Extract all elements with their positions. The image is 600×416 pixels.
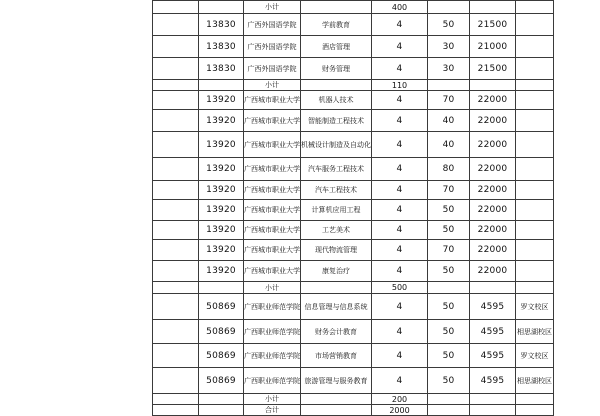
tuition-fee[interactable]: 22000 (470, 110, 516, 132)
cell[interactable] (153, 261, 199, 282)
cell[interactable] (153, 282, 199, 294)
cell[interactable] (153, 36, 199, 58)
school-code[interactable]: 13920 (199, 110, 244, 132)
campus-name[interactable] (516, 221, 554, 240)
tuition-fee[interactable]: 21500 (470, 58, 516, 80)
subtotal-value[interactable]: 500 (372, 282, 428, 294)
cell[interactable] (428, 80, 470, 91)
cell[interactable] (199, 394, 244, 405)
cell[interactable] (301, 394, 372, 405)
cell[interactable] (199, 1, 244, 14)
plan-count[interactable]: 30 (428, 36, 470, 58)
cell[interactable] (153, 344, 199, 368)
cell[interactable] (153, 368, 199, 394)
school-code[interactable]: 13830 (199, 58, 244, 80)
cell[interactable] (199, 282, 244, 294)
campus-name[interactable]: 相思湖校区 (516, 368, 554, 394)
cell[interactable] (301, 1, 372, 14)
cell[interactable] (516, 405, 554, 416)
cell[interactable] (470, 282, 516, 294)
campus-name[interactable] (516, 261, 554, 282)
cell[interactable] (301, 405, 372, 416)
school-code[interactable]: 13920 (199, 261, 244, 282)
cell[interactable] (153, 294, 199, 320)
cell[interactable] (153, 200, 199, 221)
school-code[interactable]: 13830 (199, 14, 244, 36)
subtotal-value[interactable]: 110 (372, 80, 428, 91)
school-name[interactable]: 广西城市职业大学 (244, 91, 301, 110)
cell[interactable] (516, 80, 554, 91)
plan-count[interactable]: 50 (428, 261, 470, 282)
study-years[interactable]: 4 (372, 221, 428, 240)
cell[interactable] (428, 282, 470, 294)
subtotal-row (153, 80, 554, 91)
study-years[interactable]: 4 (372, 132, 428, 158)
cell[interactable] (153, 181, 199, 200)
plan-count[interactable]: 40 (428, 110, 470, 132)
total-label[interactable]: 合计 (244, 405, 301, 416)
table-row (153, 58, 554, 80)
subtotal-label[interactable]: 小计 (244, 282, 301, 294)
campus-name[interactable] (516, 110, 554, 132)
table-row (153, 368, 554, 394)
tuition-fee[interactable]: 22000 (470, 261, 516, 282)
subtotal-label[interactable]: 小计 (244, 394, 301, 405)
school-code[interactable]: 13920 (199, 132, 244, 158)
plan-count[interactable]: 50 (428, 344, 470, 368)
subtotal-row (153, 394, 554, 405)
school-name[interactable]: 广西城市职业大学 (244, 132, 301, 158)
cell[interactable] (516, 394, 554, 405)
subtotal-value[interactable]: 400 (372, 1, 428, 14)
major-name[interactable]: 机器人技术 (301, 91, 372, 110)
campus-name[interactable]: 相思湖校区 (516, 320, 554, 344)
cell[interactable] (153, 110, 199, 132)
cell[interactable] (153, 132, 199, 158)
campus-name[interactable]: 罗文校区 (516, 344, 554, 368)
school-code[interactable]: 50869 (199, 368, 244, 394)
school-code[interactable]: 50869 (199, 320, 244, 344)
study-years[interactable]: 4 (372, 110, 428, 132)
cell[interactable] (153, 221, 199, 240)
cell[interactable] (153, 91, 199, 110)
tuition-fee[interactable]: 22000 (470, 240, 516, 261)
cell[interactable] (470, 80, 516, 91)
tuition-fee[interactable]: 22000 (470, 91, 516, 110)
tuition-fee[interactable]: 22000 (470, 132, 516, 158)
cell[interactable] (153, 58, 199, 80)
school-code[interactable]: 13920 (199, 200, 244, 221)
school-name[interactable]: 广西城市职业大学 (244, 181, 301, 200)
tuition-fee[interactable]: 21000 (470, 36, 516, 58)
plan-count[interactable]: 70 (428, 240, 470, 261)
cell[interactable] (428, 1, 470, 14)
subtotal-label[interactable]: 小计 (244, 80, 301, 91)
plan-count[interactable]: 30 (428, 58, 470, 80)
campus-name[interactable] (516, 240, 554, 261)
major-name[interactable]: 财务会计教育 (301, 320, 372, 344)
major-name[interactable]: 现代物流管理 (301, 240, 372, 261)
subtotal-row (153, 282, 554, 294)
table-row (153, 110, 554, 132)
campus-name[interactable] (516, 91, 554, 110)
major-name[interactable]: 计算机应用工程 (301, 200, 372, 221)
cell[interactable] (199, 405, 244, 416)
tuition-fee[interactable]: 4595 (470, 368, 516, 394)
subtotal-value[interactable]: 200 (372, 394, 428, 405)
plan-count[interactable]: 40 (428, 132, 470, 158)
plan-count[interactable]: 80 (428, 158, 470, 181)
cell[interactable] (516, 282, 554, 294)
school-code[interactable]: 13920 (199, 91, 244, 110)
major-name[interactable]: 机械设计制造及自动化 (301, 132, 372, 158)
campus-name[interactable] (516, 132, 554, 158)
plan-count[interactable]: 50 (428, 200, 470, 221)
plan-count[interactable]: 50 (428, 221, 470, 240)
table-row (153, 132, 554, 158)
school-name[interactable]: 广西外国语学院 (244, 58, 301, 80)
tuition-fee[interactable]: 4595 (470, 294, 516, 320)
tuition-fee[interactable]: 21500 (470, 14, 516, 36)
total-row (153, 405, 554, 416)
study-years[interactable]: 4 (372, 181, 428, 200)
study-years[interactable]: 4 (372, 91, 428, 110)
study-years[interactable]: 4 (372, 36, 428, 58)
campus-name[interactable] (516, 14, 554, 36)
plan-count[interactable]: 50 (428, 294, 470, 320)
cell[interactable] (470, 405, 516, 416)
subtotal-row (153, 1, 554, 14)
cell[interactable] (153, 158, 199, 181)
table-row (153, 294, 554, 320)
school-name[interactable]: 广西外国语学院 (244, 14, 301, 36)
table-row (153, 240, 554, 261)
major-name[interactable]: 智能制造工程技术 (301, 110, 372, 132)
cell[interactable] (516, 1, 554, 14)
major-name[interactable]: 汽车工程技术 (301, 181, 372, 200)
campus-name[interactable]: 罗文校区 (516, 294, 554, 320)
school-code[interactable]: 13830 (199, 36, 244, 58)
school-name[interactable]: 广西城市职业大学 (244, 200, 301, 221)
plan-count[interactable]: 70 (428, 181, 470, 200)
plan-count[interactable]: 50 (428, 320, 470, 344)
table-row (153, 181, 554, 200)
tuition-fee[interactable]: 22000 (470, 221, 516, 240)
table-row (153, 36, 554, 58)
school-name[interactable]: 广西职业师范学院 (244, 368, 301, 394)
cell[interactable] (428, 405, 470, 416)
table-row (153, 158, 554, 181)
campus-name[interactable] (516, 58, 554, 80)
school-name[interactable]: 广西城市职业大学 (244, 110, 301, 132)
study-years[interactable]: 4 (372, 14, 428, 36)
cell[interactable] (153, 240, 199, 261)
cell[interactable] (153, 405, 199, 416)
cell[interactable] (301, 80, 372, 91)
study-years[interactable]: 4 (372, 320, 428, 344)
tuition-fee[interactable]: 22000 (470, 200, 516, 221)
tuition-fee[interactable]: 22000 (470, 181, 516, 200)
table-row (153, 200, 554, 221)
plan-count[interactable]: 50 (428, 14, 470, 36)
school-code[interactable]: 50869 (199, 294, 244, 320)
cell[interactable] (153, 1, 199, 14)
school-code[interactable]: 13920 (199, 181, 244, 200)
study-years[interactable]: 4 (372, 240, 428, 261)
school-name[interactable]: 广西城市职业大学 (244, 158, 301, 181)
cell[interactable] (153, 80, 199, 91)
school-name[interactable]: 广西城市职业大学 (244, 240, 301, 261)
study-years[interactable]: 4 (372, 58, 428, 80)
cell[interactable] (470, 1, 516, 14)
tuition-fee[interactable]: 4595 (470, 320, 516, 344)
table-row (153, 261, 554, 282)
study-years[interactable]: 4 (372, 294, 428, 320)
cell[interactable] (153, 320, 199, 344)
enrollment-table (152, 0, 554, 416)
major-name[interactable]: 市场营销教育 (301, 344, 372, 368)
campus-name[interactable] (516, 200, 554, 221)
major-name[interactable]: 旅游管理与服务教育 (301, 368, 372, 394)
table-row (153, 221, 554, 240)
enrollment-table-wrapper (152, 0, 554, 416)
study-years[interactable]: 4 (372, 158, 428, 181)
cell[interactable] (153, 14, 199, 36)
cell[interactable] (301, 282, 372, 294)
cell[interactable] (153, 394, 199, 405)
school-code[interactable]: 13920 (199, 221, 244, 240)
major-name[interactable]: 财务管理 (301, 58, 372, 80)
campus-name[interactable] (516, 158, 554, 181)
school-name[interactable]: 广西外国语学院 (244, 36, 301, 58)
subtotal-label[interactable]: 小计 (244, 1, 301, 14)
school-code[interactable]: 50869 (199, 344, 244, 368)
major-name[interactable]: 学前教育 (301, 14, 372, 36)
major-name[interactable]: 工艺美术 (301, 221, 372, 240)
school-name[interactable]: 广西职业师范学院 (244, 344, 301, 368)
table-row (153, 344, 554, 368)
major-name[interactable]: 汽车服务工程技术 (301, 158, 372, 181)
campus-name[interactable] (516, 36, 554, 58)
study-years[interactable]: 4 (372, 200, 428, 221)
tuition-fee[interactable]: 22000 (470, 158, 516, 181)
school-name[interactable]: 广西城市职业大学 (244, 261, 301, 282)
school-name[interactable]: 广西职业师范学院 (244, 320, 301, 344)
school-code[interactable]: 13920 (199, 240, 244, 261)
major-name[interactable]: 酒店管理 (301, 36, 372, 58)
study-years[interactable]: 4 (372, 261, 428, 282)
cell[interactable] (428, 394, 470, 405)
total-value[interactable]: 2000 (372, 405, 428, 416)
major-name[interactable]: 康复治疗 (301, 261, 372, 282)
table-row (153, 91, 554, 110)
cell[interactable] (470, 394, 516, 405)
school-code[interactable]: 13920 (199, 158, 244, 181)
plan-count[interactable]: 50 (428, 368, 470, 394)
cell[interactable] (199, 80, 244, 91)
school-name[interactable]: 广西职业师范学院 (244, 294, 301, 320)
tuition-fee[interactable]: 4595 (470, 344, 516, 368)
plan-count[interactable]: 70 (428, 91, 470, 110)
major-name[interactable]: 信息管理与信息系统 (301, 294, 372, 320)
table-row (153, 14, 554, 36)
table-row (153, 320, 554, 344)
study-years[interactable]: 4 (372, 344, 428, 368)
campus-name[interactable] (516, 181, 554, 200)
school-name[interactable]: 广西城市职业大学 (244, 221, 301, 240)
study-years[interactable]: 4 (372, 368, 428, 394)
